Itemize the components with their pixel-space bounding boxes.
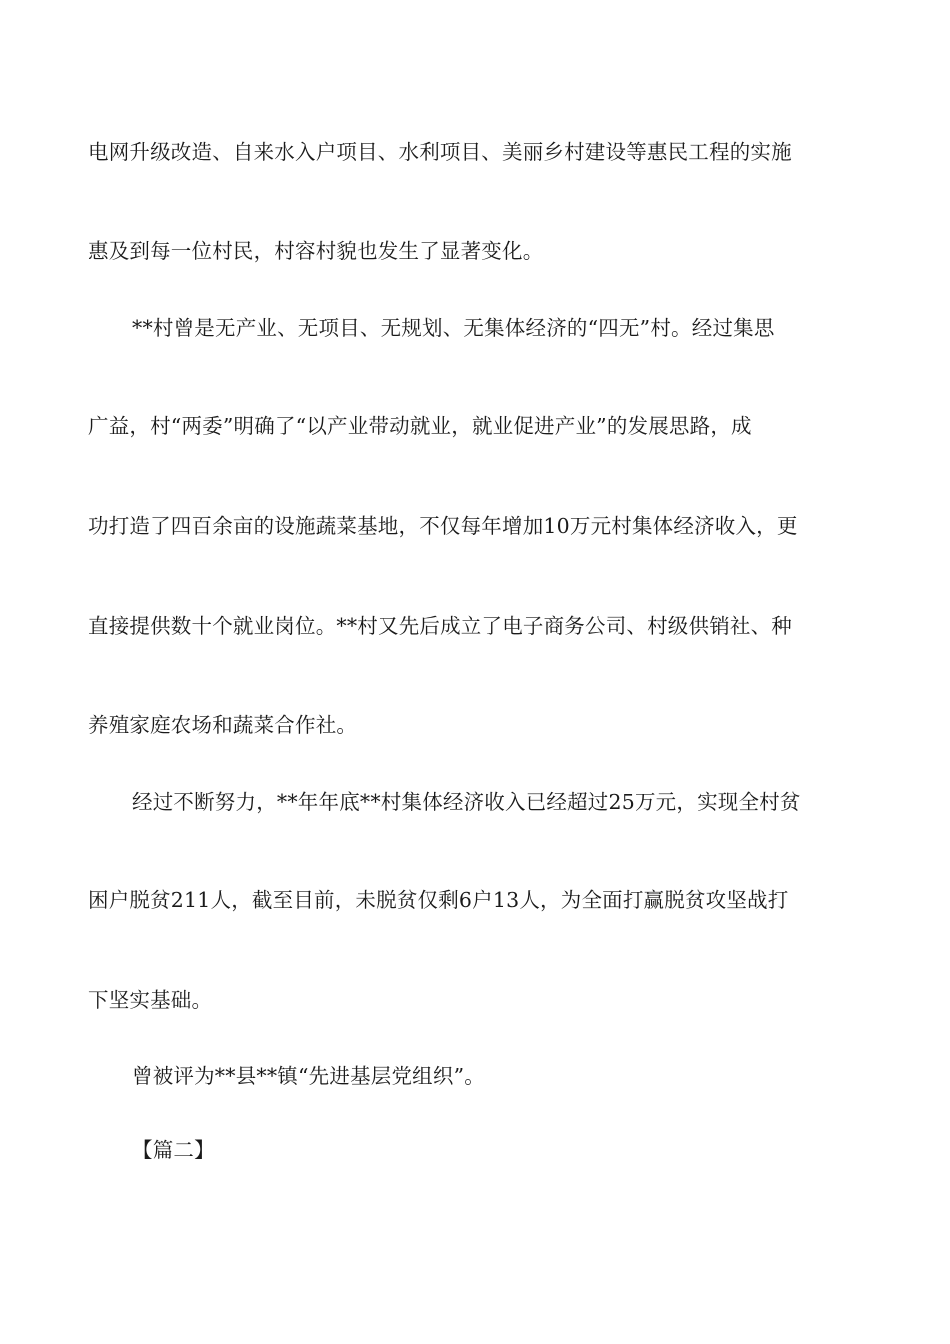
- paragraph-line: 困户脱贫211人，截至目前，未脱贫仅剩6户13人，为全面打赢脱贫攻坚战打: [88, 888, 789, 912]
- paragraph-line: 惠及到每一位村民，村容村貌也发生了显著变化。: [88, 239, 544, 263]
- paragraph-line: 养殖家庭农场和蔬菜合作社。: [88, 713, 358, 737]
- paragraph-line: 经过不断努力，**年年底**村集体经济收入已经超过25万元，实现全村贫: [132, 790, 801, 814]
- paragraph-line: 功打造了四百余亩的设施蔬菜基地，不仅每年增加10万元村集体经济收入，更: [88, 514, 798, 538]
- paragraph-line: **村曾是无产业、无项目、无规划、无集体经济的“四无”村。经过集思: [132, 316, 775, 340]
- paragraph-line: 电网升级改造、自来水入户项目、水利项目、美丽乡村建设等惠民工程的实施: [88, 140, 792, 164]
- paragraph-line: 广益，村“两委”明确了“以产业带动就业，就业促进产业”的发展思路，成: [88, 414, 752, 438]
- paragraph-line: 下坚实基础。: [88, 988, 213, 1012]
- section-heading: 【篇二】: [132, 1138, 215, 1162]
- paragraph-line: 直接提供数十个就业岗位。**村又先后成立了电子商务公司、村级供销社、种: [88, 614, 792, 638]
- paragraph-line: 曾被评为**县**镇“先进基层党组织”。: [132, 1064, 485, 1088]
